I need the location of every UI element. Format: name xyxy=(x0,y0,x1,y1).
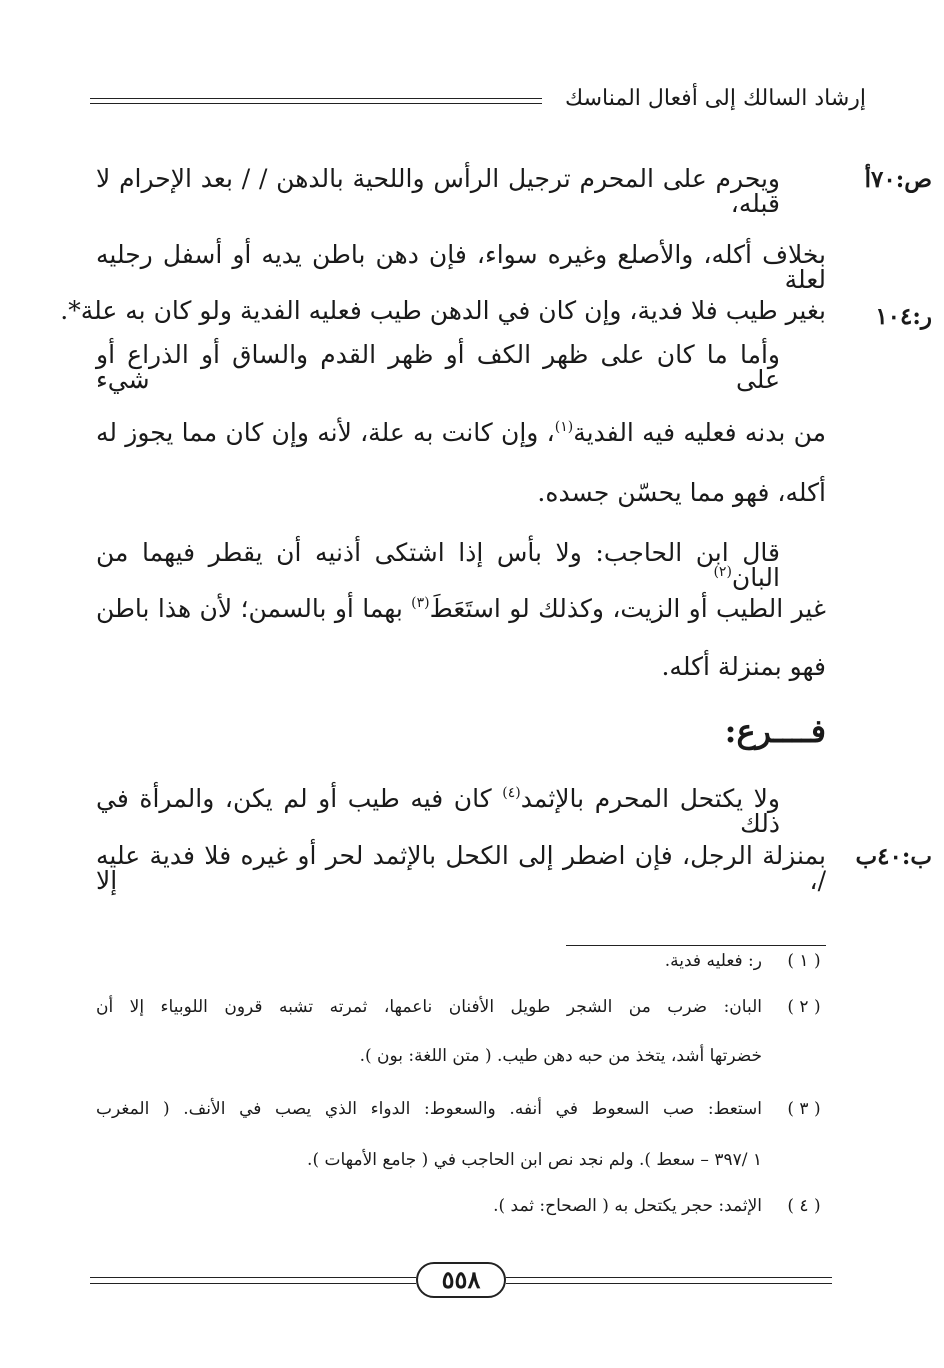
footnote-ref: (١) xyxy=(554,419,574,435)
footnote-ref: (٣) xyxy=(411,595,430,611)
footer-rule xyxy=(90,1283,416,1284)
header-rule xyxy=(90,98,542,99)
body-line: ولا يكتحل المحرم بالإثمد$^{(٤)}$ كان فيه طيب أو لم يكن، والمرأة في ذلك xyxy=(96,784,780,838)
footnote-number: ( ٣ ) xyxy=(787,1099,821,1119)
margin-ref: ب:٤٠ب xyxy=(855,843,932,870)
footnote-text: الإثمد: حجر يكتحل به ( الصحاح: ثمد ). xyxy=(493,1196,762,1216)
margin-ref: ر:١٠٤ xyxy=(875,303,932,330)
footer-rule xyxy=(90,1277,416,1278)
header-rule xyxy=(90,103,542,104)
footnote-separator xyxy=(566,945,826,946)
footnote-text: البان: ضرب من الشجر طويل الأفنان ناعمها، ثمرته تشبه قرون اللوبياء إلا أن xyxy=(96,997,762,1017)
footnote-number: ( ٤ ) xyxy=(787,1196,821,1216)
margin-ref: ص:٧٠أ xyxy=(864,166,932,193)
footnote-number: ( ١ ) xyxy=(787,951,821,971)
footer-rule xyxy=(506,1277,832,1278)
body-line: ويحرم على المحرم ترجيل الرأس واللحية بالدهن / / بعد الإحرام لا قبله، xyxy=(96,164,780,218)
footnote-number: ( ٢ ) xyxy=(787,997,821,1017)
body-line: فهو بمنزلة أكله. xyxy=(661,652,826,681)
body-line: قال ابن الحاجب: ولا بأس إذا اشتكى أذنيه أن يقطر فيهما من البان$^{(٢)}$ xyxy=(96,538,780,592)
body-line: غير الطيب أو الزيت، وكذلك لو استَعَطَ$^{(٣)}$ بهما أو بالسمن؛ لأن هذا باطن xyxy=(96,594,826,623)
footnote-text: خضرتها أشد، يتخذ من حبه دهن طيب. ( متن اللغة: بون ). xyxy=(359,1046,762,1066)
body-line: وأما ما كان على ظهر الكف أو ظهر القدم والساق أو الذراع أو على شيء xyxy=(96,340,780,394)
footnote-text: ١ /٣٩٧ – سعط ). ولم نجد نص ابن الحاجب في ( جامع الأمهات ). xyxy=(307,1150,762,1170)
footnote-ref: (٢) xyxy=(713,564,732,580)
body-line: بخلاف أكله، والأصلع وغيره سواء، فإن دهن باطن يديه أو أسفل رجليه لعلة xyxy=(96,240,826,294)
body-line: بمنزلة الرجل، فإن اضطر إلى الكحل بالإثمد لحر أو غيره فلا فدية عليه /، إلا xyxy=(96,841,826,895)
section-heading: فــــرع: xyxy=(724,712,826,750)
footer-rule xyxy=(506,1283,832,1284)
footnote-text: استعط: صب السعوط في أنفه. والسعوط: الدواء الذي يصب في الأنف. ( المغرب xyxy=(96,1099,762,1119)
running-header-title: إرشاد السالك إلى أفعال المناسك xyxy=(565,86,866,111)
body-line: بغير طيب فلا فدية، وإن كان في الدهن طيب فعليه الفدية ولو كان به علة*. xyxy=(60,296,826,325)
page-number: ٥٥٨ xyxy=(416,1262,506,1298)
body-line: من بدنه فعليه فيه الفدية$^{(١)}$، وإن كانت به علة، لأنه وإن كان مما يجوز له xyxy=(96,418,826,447)
footnote-ref: (٤) xyxy=(502,785,521,801)
body-line: أكله، فهو مما يحسّن جسده. xyxy=(537,478,826,507)
footnote-text: ر: فعليه فدية. xyxy=(664,951,762,971)
